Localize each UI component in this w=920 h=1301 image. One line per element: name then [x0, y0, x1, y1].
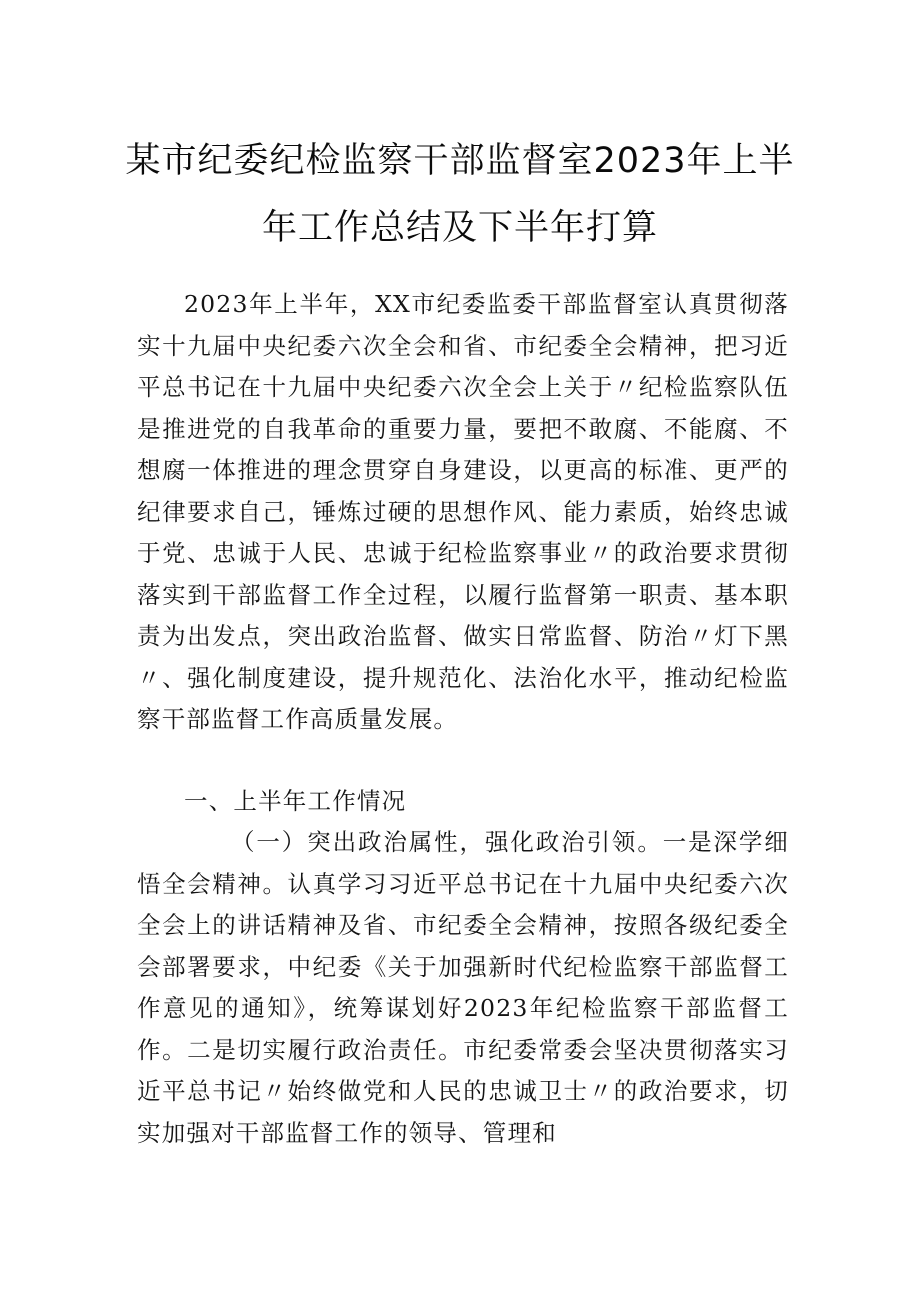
document-title-line-2: 年工作总结及下半年打算 [261, 208, 658, 248]
section-heading-first-half-work: 一、上半年工作情况 [184, 787, 407, 815]
document-title-line-1: 某市纪委纪检监察干部监督室2023年上半 [125, 141, 795, 181]
subsection-paragraph-political-guidance: （一）突出政治属性，强化政治引领。一是深学细悟全会精神。认真学习习近平总书记在十九届中央纪委六次全会上的讲话精神及省、市纪委全会精神，按照各级纪委全会部署要求，中纪委《关于加强新时代纪检监察干部监督工作意见的通知》，统筹谋划好2023年纪检监察干部监督工作。二是切实履行政治责任。市纪委常委会坚决贯彻落实习近平总书记〃始终做党和人民的忠诚卫士〃的政治要求，切实加强对干部监督工作的领导、管理和 [137, 828, 789, 1147]
intro-paragraph: 2023年上半年，XX市纪委监委干部监督室认真贯彻落实十九届中央纪委六次全会和省、市纪委全会精神，把习近平总书记在十九届中央纪委六次全会上关于〃纪检监察队伍是推进党的自我革命的重要力量，要把不敢腐、不能腐、不想腐一体推进的理念贯穿自身建设，以更高的标准、更严的纪律要求自己，锤炼过硬的思想作风、能力素质，始终忠诚于党、忠诚于人民、忠诚于纪检监察事业〃的政治要求贯彻落实到干部监督工作全过程，以履行监督第一职责、基本职责为出发点，突出政治监督、做实日常监督、防治〃灯下黑〃、强化制度建设，提升规范化、法治化水平，推动纪检监察干部监督工作高质量发展。 [137, 290, 789, 733]
